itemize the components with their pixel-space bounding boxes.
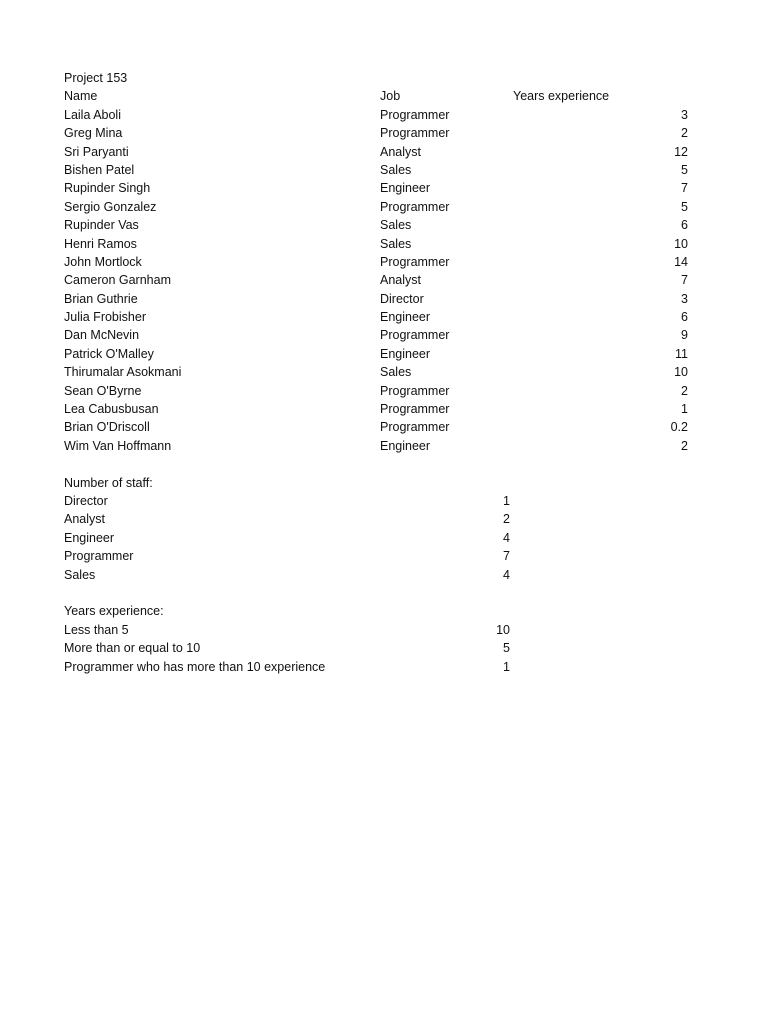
title-row — [64, 69, 688, 87]
summary-label: Sales — [64, 567, 96, 582]
cell-years: 3 — [681, 107, 688, 122]
staff-summary-section — [64, 474, 688, 584]
cell-name: Dan McNevin — [64, 328, 140, 343]
summary-row — [64, 621, 688, 639]
cell-years: 14 — [674, 254, 688, 269]
summary-row — [64, 566, 688, 584]
cell-years: 0.2 — [670, 420, 688, 435]
cell-job: Engineer — [380, 181, 431, 196]
table-row — [64, 290, 688, 308]
spacer-row — [64, 584, 688, 602]
table-row — [64, 179, 688, 197]
cell-name: Henri Ramos — [64, 236, 137, 251]
experience-summary-heading-row — [64, 602, 688, 620]
cell-name: Patrick O'Malley — [64, 346, 154, 361]
table-row — [64, 418, 688, 436]
cell-years: 7 — [681, 181, 688, 196]
summary-count: 1 — [503, 493, 510, 508]
cell-name: Rupinder Singh — [64, 181, 151, 196]
cell-name: Sri Paryanti — [64, 144, 129, 159]
summary-row — [64, 547, 688, 565]
summary-count: 7 — [503, 549, 510, 564]
cell-job: Programmer — [380, 328, 450, 343]
table-row — [64, 345, 688, 363]
table-row — [64, 400, 688, 418]
table-row — [64, 308, 688, 326]
cell-name: Bishen Patel — [64, 162, 135, 177]
cell-years: 12 — [674, 144, 688, 159]
cell-job: Programmer — [380, 402, 450, 417]
cell-years: 1 — [681, 402, 688, 417]
summary-count: 2 — [503, 512, 510, 527]
cell-years: 5 — [681, 199, 688, 214]
cell-years: 11 — [675, 346, 688, 361]
summary-row — [64, 529, 688, 547]
summary-row — [64, 658, 688, 676]
table-row — [64, 216, 688, 234]
cell-job: Engineer — [380, 438, 431, 453]
cell-job: Engineer — [380, 346, 431, 361]
spacer-row — [64, 455, 688, 473]
cell-job: Programmer — [380, 107, 450, 122]
cell-name: Cameron Garnham — [64, 273, 171, 288]
cell-job: Programmer — [380, 199, 450, 214]
cell-job: Analyst — [380, 144, 421, 159]
cell-years: 2 — [681, 383, 688, 398]
cell-name: Wim Van Hoffmann — [64, 438, 172, 453]
cell-years: 10 — [674, 236, 688, 251]
cell-name: Brian Guthrie — [64, 291, 138, 306]
summary-label: Programmer who has more than 10 experience — [64, 659, 326, 674]
summary-row — [64, 510, 688, 528]
cell-job: Programmer — [380, 383, 450, 398]
summary-label: Analyst — [64, 512, 105, 527]
header-years: Years experience — [513, 89, 610, 104]
summary-label: More than or equal to 10 — [64, 641, 201, 656]
cell-job: Programmer — [380, 420, 450, 435]
summary-count: 1 — [503, 659, 510, 674]
header-job: Job — [380, 89, 401, 104]
table-row — [64, 161, 688, 179]
table-row — [64, 437, 688, 455]
cell-name: Brian O'Driscoll — [64, 420, 150, 435]
header-name: Name — [64, 89, 98, 104]
cell-name: Julia Frobisher — [64, 310, 146, 325]
cell-job: Analyst — [380, 273, 421, 288]
summary-count: 4 — [503, 530, 510, 545]
cell-job: Sales — [380, 162, 412, 177]
summary-row — [64, 492, 688, 510]
summary-row — [64, 639, 688, 657]
cell-job: Engineer — [380, 310, 431, 325]
cell-years: 6 — [681, 310, 688, 325]
cell-job: Director — [380, 291, 424, 306]
cell-job: Sales — [380, 365, 412, 380]
cell-job: Sales — [380, 236, 412, 251]
table-row — [64, 198, 688, 216]
cell-job: Programmer — [380, 126, 450, 141]
cell-name: John Mortlock — [64, 254, 142, 269]
summary-label: Programmer — [64, 549, 134, 564]
table-row — [64, 253, 688, 271]
cell-job: Programmer — [380, 254, 450, 269]
cell-years: 6 — [681, 218, 688, 233]
cell-years: 9 — [681, 328, 688, 343]
cell-years: 7 — [681, 273, 688, 288]
cell-years: 2 — [681, 126, 688, 141]
table-row — [64, 235, 688, 253]
table-row — [64, 363, 688, 381]
table-row — [64, 382, 688, 400]
summary-count: 5 — [503, 641, 510, 656]
summary-label: Director — [64, 493, 108, 508]
staff-table-body — [64, 106, 688, 455]
table-row — [64, 106, 688, 124]
cell-name: Sean O'Byrne — [64, 383, 142, 398]
staff-summary-heading: Number of staff: — [64, 475, 153, 490]
cell-years: 3 — [681, 291, 688, 306]
table-header-row — [64, 87, 688, 105]
summary-count: 10 — [496, 622, 510, 637]
cell-name: Greg Mina — [64, 126, 123, 141]
summary-label: Less than 5 — [64, 622, 129, 637]
cell-years: 2 — [681, 438, 688, 453]
table-row — [64, 326, 688, 344]
project-title: Project 153 — [64, 71, 128, 85]
experience-summary-heading: Years experience: — [64, 604, 164, 619]
cell-name: Lea Cabusbusan — [64, 402, 159, 417]
table-row — [64, 271, 688, 289]
table-row — [64, 143, 688, 161]
cell-name: Laila Aboli — [64, 107, 121, 122]
cell-name: Sergio Gonzalez — [64, 199, 157, 214]
table-row — [64, 124, 688, 142]
cell-years: 5 — [681, 162, 688, 177]
cell-name: Rupinder Vas — [64, 218, 139, 233]
summary-count: 4 — [503, 567, 510, 582]
cell-job: Sales — [380, 218, 412, 233]
staff-summary-heading-row — [64, 474, 688, 492]
cell-years: 10 — [674, 365, 688, 380]
spreadsheet-page — [64, 69, 688, 676]
experience-summary-section — [64, 602, 688, 676]
summary-label: Engineer — [64, 530, 115, 545]
cell-name: Thirumalar Asokmani — [64, 365, 182, 380]
